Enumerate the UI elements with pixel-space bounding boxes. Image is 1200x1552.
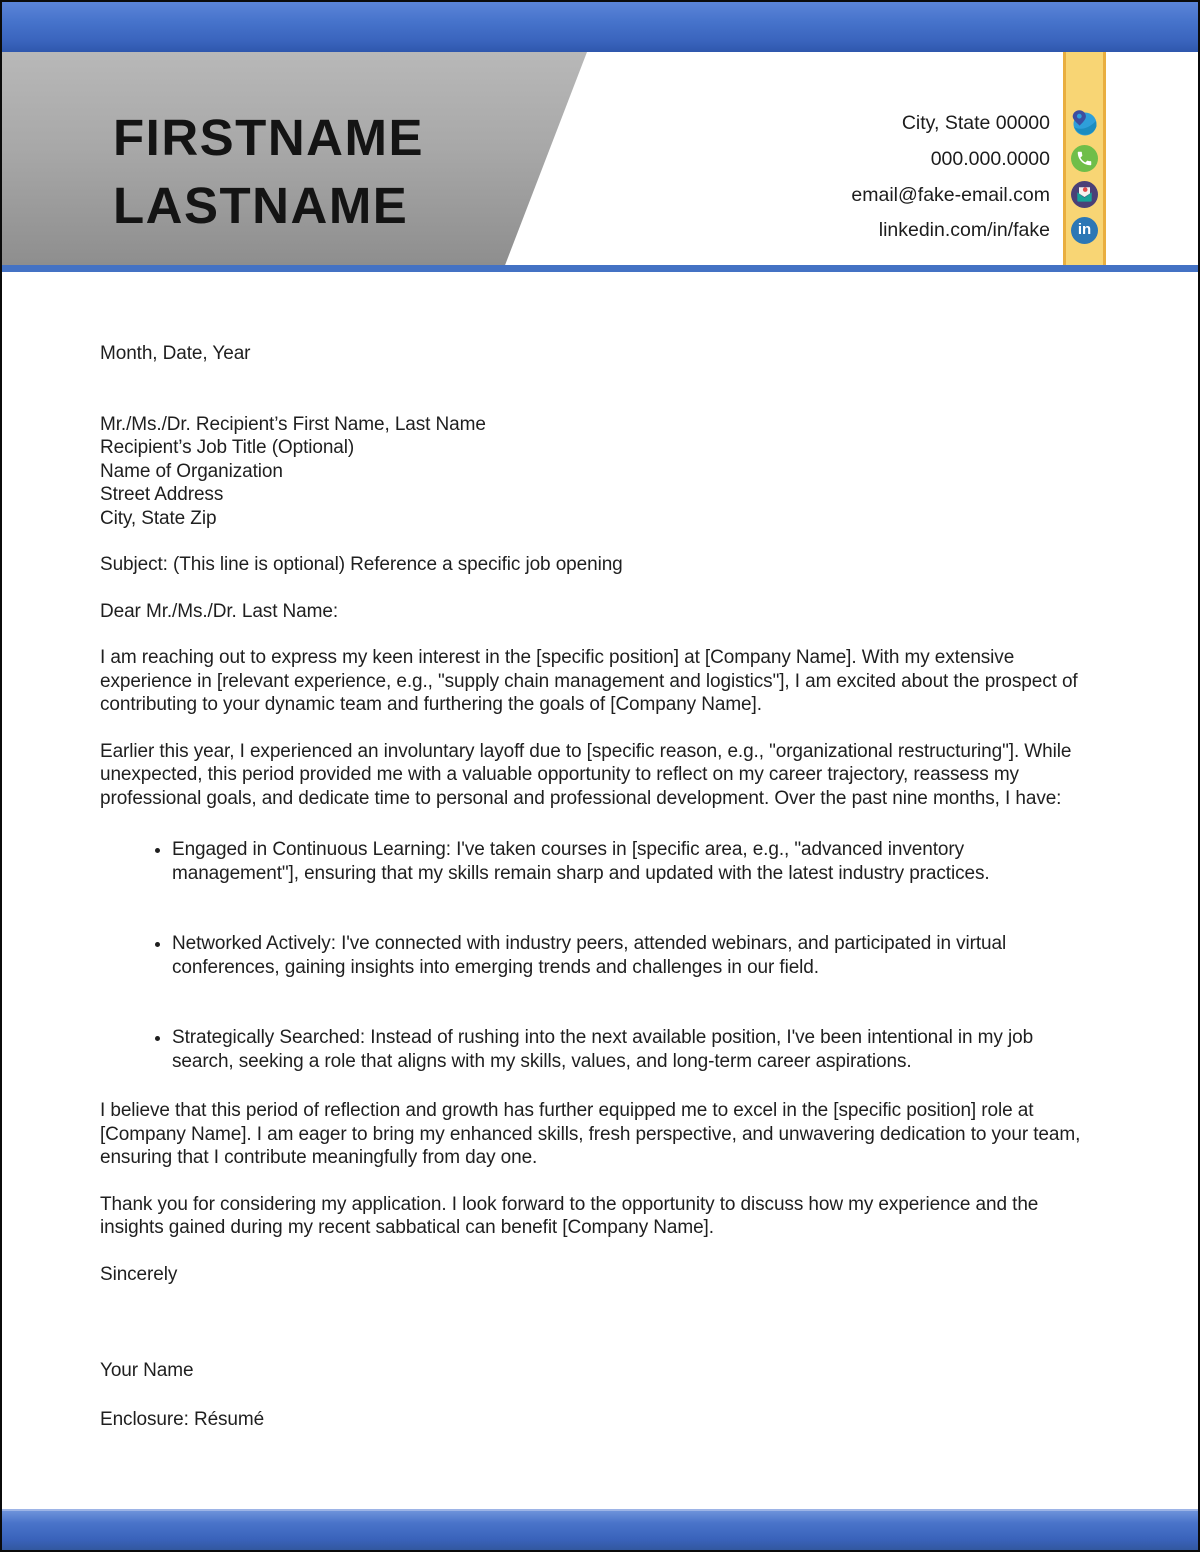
- list-item: • Networked Actively: I've connected with industry peers, attended webinars, and participated in virtual conferences, gaining insights into emerging trends and challenges in our field.: [172, 932, 1095, 979]
- accomplishments-list: [100, 838, 1095, 1073]
- contact-location: City, State 00000: [901, 112, 1050, 134]
- author-first-name: FIRSTNAME: [113, 109, 424, 166]
- date-line: Month, Date, Year: [100, 343, 251, 364]
- paragraph-layoff: Earlier this year, I experienced an involuntary layoff due to [specific reason, e.g., "organizational restructuring"]. While unexpected, this period provided me with a valuable opportunity to reflect on my career trajectory, reassess my professional goals, and dedicate time to personal and professional development. Over the past nine months, I have:: [100, 740, 1072, 809]
- author-name: [113, 104, 424, 240]
- signature-name: Your Name: [100, 1360, 194, 1381]
- linkedin-icon: [1071, 217, 1098, 244]
- letter-body: [2, 272, 1198, 1509]
- paragraph-thanks: Thank you for considering my application. I look forward to the opportunity to discuss how my experience and the insights gained during my recent sabbatical can benefit [Company Name].: [100, 1193, 1039, 1238]
- recipient-block: [100, 413, 1095, 531]
- recipient-city: City, State Zip: [100, 507, 217, 529]
- contact-icon-rail: [1063, 52, 1106, 265]
- paragraph-intro: I am reaching out to express my keen interest in the [specific position] at [Company Name]. With my extensive experience in [relevant experience, e.g., "supply chain management and logistics"], I am excited about the prospect of contributing to your dynamic team and furthering the goals of [Company Name].: [100, 647, 1078, 715]
- top-accent-bar: [2, 2, 1198, 52]
- contact-email: email@fake-email.com: [851, 183, 1050, 206]
- author-last-name: LASTNAME: [113, 177, 409, 234]
- salutation: Dear Mr./Ms./Dr. Last Name:: [100, 600, 339, 622]
- recipient-street: Street Address: [100, 484, 224, 505]
- contact-block: [851, 106, 1050, 249]
- recipient-title: Recipient’s Job Title (Optional): [100, 437, 355, 458]
- list-item: • Strategically Searched: Instead of rushing into the next available position, I've been intentional in my job search, seeking a role that aligns with my skills, values, and long-term career aspirations.: [172, 1026, 1095, 1073]
- contact-linkedin: linkedin.com/in/fake: [878, 219, 1050, 242]
- list-item: • Engaged in Continuous Learning: I've taken courses in [specific area, e.g., "advanced inventory management"], ensuring that my skills remain sharp and updated with the latest industry practices.: [172, 838, 1095, 885]
- enclosure-line: Enclosure: Résumé: [100, 1408, 265, 1430]
- signoff: Sincerely: [100, 1263, 178, 1285]
- bottom-accent-bar: [2, 1509, 1198, 1550]
- letterhead: [2, 52, 1198, 265]
- subject-line: Subject: (This line is optional) Reference a specific job opening: [100, 554, 623, 575]
- phone-icon: [1071, 145, 1098, 172]
- recipient-name: Mr./Ms./Dr. Recipient’s First Name, Last Name: [100, 413, 486, 435]
- linkedin-glyph: in: [1077, 221, 1092, 238]
- email-icon: [1071, 181, 1098, 208]
- paragraph-belief: I believe that this period of reflection and growth has further equipped me to excel in the [specific position] role at [Company Name]. I am eager to bring my enhanced skills, fresh perspective, and unwavering dedication to your team, ensuring that I contribute meaningfully from day one.: [100, 1100, 1081, 1168]
- location-icon: [1071, 109, 1098, 136]
- contact-phone: 000.000.0000: [930, 147, 1050, 170]
- header-divider-line: [2, 265, 1198, 272]
- recipient-organization: Name of Organization: [100, 460, 283, 482]
